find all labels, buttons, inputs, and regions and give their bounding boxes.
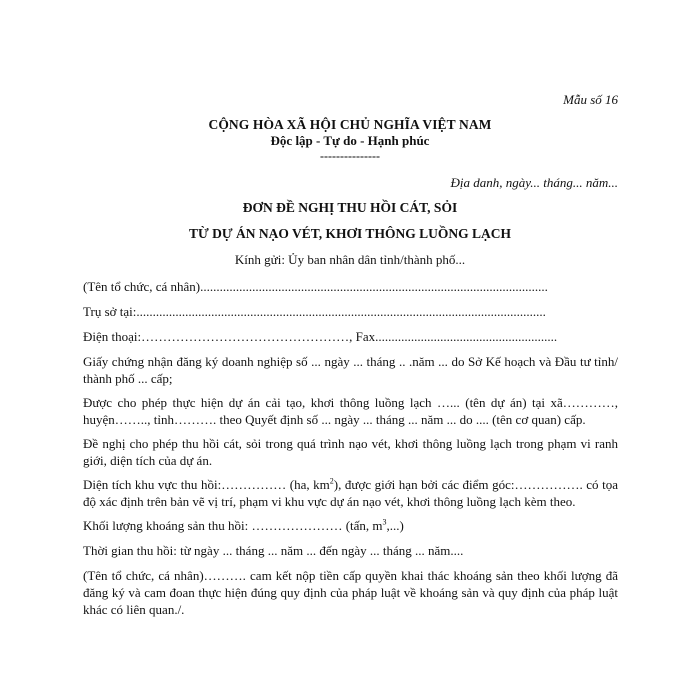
recipient-line: Kính gửi: Ủy ban nhân dân tỉnh/thành phố... — [234, 252, 466, 267]
commitment-paragraph: (Tên tổ chức, cá nhân)………. cam kết nộp tiền cấp quyền khai thác khoáng sản theo khối lượng đã đăng ký và cam đoan thực hiện đúng quy định của pháp luật về khoáng sản và quy định của pháp luật khác có liên quan./. — [83, 568, 618, 617]
volume-unit-superscript: 3 — [382, 517, 387, 527]
document-body — [83, 278, 618, 625]
area-paragraph — [83, 476, 618, 510]
area-text-suffix: ), được giới hạn bởi các điểm góc:……………. có tọa độ xác định trên bản vẽ vị trí, phạm vi khu vực dự án nạo vét, khơi thông luồng lạch kèm theo. — [83, 477, 618, 509]
nation-name: CỘNG HÒA XÃ HỘI CHỦ NGHĨA VIỆT NAM — [208, 117, 492, 132]
duration-paragraph: Thời gian thu hồi: từ ngày ... tháng ... năm ... đến ngày ... tháng ... năm.... — [83, 543, 464, 558]
volume-text-suffix: ,...) — [386, 518, 404, 533]
header-divider: --------------- — [320, 149, 380, 163]
national-header — [0, 116, 700, 163]
document-title-line-1: ĐƠN ĐỀ NGHỊ THU HỒI CÁT, SỎI — [242, 200, 458, 215]
national-motto: Độc lập - Tự do - Hạnh phúc — [270, 133, 430, 148]
place-date-line: Địa danh, ngày... tháng... năm... — [450, 175, 618, 190]
business-registration-paragraph: Giấy chứng nhận đăng ký doanh nghiệp số ... ngày ... tháng .. .năm ... do Sở Kế hoạch và Đầu tư tỉnh/ thành phố ... cấp; — [83, 354, 618, 386]
area-unit-superscript: 2 — [329, 476, 334, 486]
volume-text-prefix: Khối lượng khoáng sản thu hồi: ………………… (tấn, m — [83, 518, 383, 533]
head-office-field: Trụ sở tại:.............................................................................................................................. — [83, 304, 546, 319]
document-title-line-2: TỪ DỰ ÁN NẠO VÉT, KHƠI THÔNG LUỒNG LẠCH — [189, 226, 511, 241]
phone-fax-field: Điện thoại:…………………………………………, Fax........................................................ — [83, 329, 558, 344]
form-number: Mẫu số 16 — [563, 92, 618, 107]
applicant-name-field: (Tên tổ chức, cá nhân)........................................................................................................... — [83, 279, 548, 294]
project-permit-paragraph: Được cho phép thực hiện dự án cải tạo, khơi thông luồng lạch …... (tên dự án) tại xã…………, huyện…….., tỉnh………. theo Quyết định số ... ngày ... tháng ... năm ... do .... (tên cơ quan) cấp. — [83, 395, 618, 427]
area-text-prefix: Diện tích khu vực thu hồi:…………… (ha, km — [83, 477, 330, 492]
volume-paragraph — [83, 517, 618, 534]
request-paragraph: Đề nghị cho phép thu hồi cát, sỏi trong quá trình nạo vét, khơi thông luồng lạch trong phạm vi ranh giới, diện tích của dự án. — [83, 436, 618, 468]
